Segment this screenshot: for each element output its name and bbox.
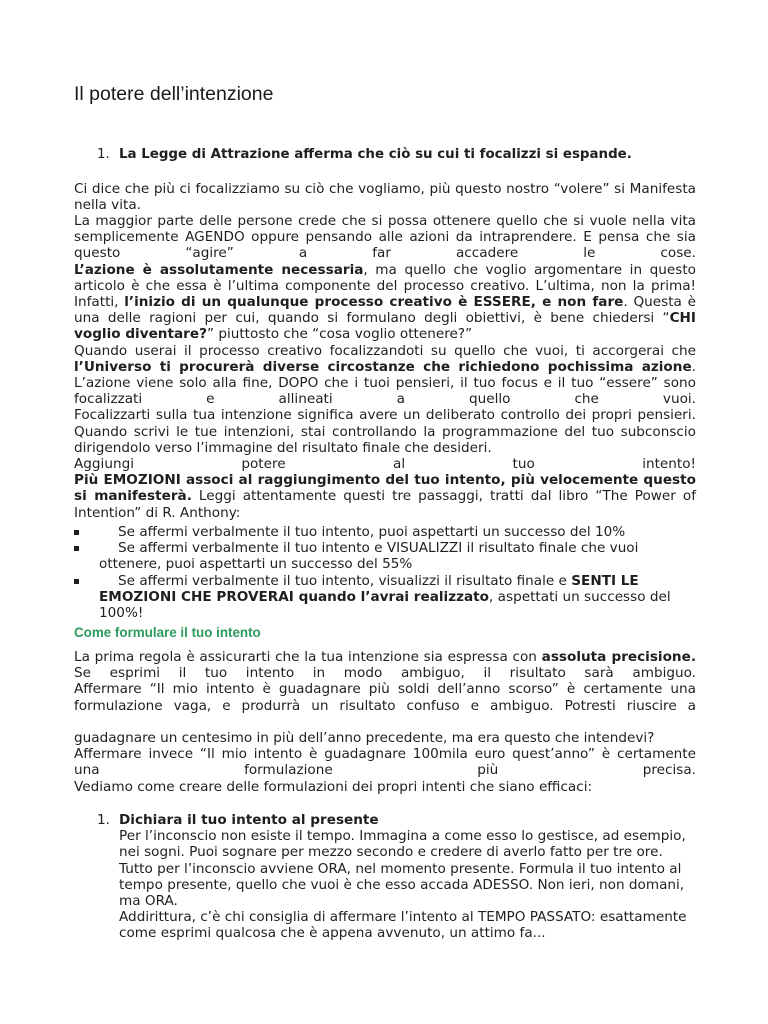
text-line: Addirittura, c’è chi consiglia di affermare l’intento al TEMPO PASSATO: esattamente xyxy=(119,909,687,926)
text-line: L’azione viene solo alla fine, DOPO che i tuoi pensieri, il tuo focus e il tuo “essere” sono xyxy=(74,375,696,392)
text-line: come esprimi qualcosa che è appena avvenuto, un attimo fa... xyxy=(119,925,546,942)
text-line: Quando scrivi le tue intenzioni, stai controllando la programmazione del tuo subconscio xyxy=(74,423,696,440)
list-item-body xyxy=(97,828,697,941)
list-item xyxy=(74,540,696,572)
text-line: guadagnare un centesimo in più dell’anno precedente, ma era questo che intendevi? xyxy=(74,730,655,746)
text-line: Se esprimi il tuo intento in modo ambiguo, il risultato sarà ambiguo. xyxy=(74,665,696,682)
bold-text: L’azione è assolutamente necessaria xyxy=(74,261,364,278)
list-number: 1. xyxy=(97,147,110,162)
paragraph-examples xyxy=(74,730,696,795)
text-line: voglio diventare?” piuttosto che “cosa voglio ottenere?” xyxy=(74,326,473,343)
bold-text: assoluta precisione. xyxy=(541,649,696,665)
bullet-square-icon xyxy=(74,579,79,584)
bold-text: CHI xyxy=(669,310,696,327)
text-line: Per l’inconscio non esiste il tempo. Immagina a come esso lo gestisce, ad esempio, xyxy=(119,828,686,845)
paragraph-intro xyxy=(74,181,696,213)
bold-text: si manifesterà. xyxy=(74,488,192,505)
text-line: Intention” di R. Anthony: xyxy=(74,504,241,521)
list-item xyxy=(74,524,696,540)
text-line: nella vita. xyxy=(74,197,141,214)
text-line: Affermare “Il mio intento è guadagnare più soldi dell’anno scorso” è certamente una xyxy=(74,681,696,698)
numbered-heading-1 xyxy=(97,147,632,163)
bold-text: EMOZIONI CHE PROVERAI quando l’avrai realizzato xyxy=(99,588,490,605)
paragraph-precision xyxy=(74,649,696,714)
numbered-list xyxy=(97,812,697,942)
text-line: La prima regola è assicurarti che la tua intenzione sia espressa con assoluta precisione. xyxy=(74,649,696,665)
bold-text: SENTI LE xyxy=(571,572,639,589)
list-number: 1. xyxy=(97,812,110,828)
text-line: l’Universo ti procurerà diverse circostanze che richiedono pochissima azione. xyxy=(74,358,696,375)
text-line: formulazione vaga, e produrrà un risultato confuso e ambiguo. Potresti riuscire a xyxy=(74,697,696,714)
list-item-heading: 1. Dichiara il tuo intento al presente xyxy=(97,812,379,828)
bullet-text: ottenere, puoi aspettarti un successo del 55% xyxy=(99,556,413,573)
bullet-text: Se affermi verbalmente il tuo intento e VISUALIZZI il risultato finale che vuoi xyxy=(118,540,639,557)
text-line: La maggior parte delle persone crede che si possa ottenere quello che si vuole nella vita xyxy=(74,213,696,229)
bold-text: voglio diventare? xyxy=(74,326,207,343)
text-line: Ci dice che più ci focalizziamo su ciò che vogliamo, più questo nostro “volere” si Manifesta xyxy=(74,181,696,197)
text-line xyxy=(74,472,696,488)
text-line: si manifesterà. Leggi attentamente questi tre passaggi, tratti dal libro “The Power of xyxy=(74,488,696,505)
text-line: Aggiungi potere al tuo intento! xyxy=(74,456,696,473)
text-line: dirigendolo verso l’immagine del risultato finale che desideri. xyxy=(74,439,492,456)
bullet-text: EMOZIONI CHE PROVERAI quando l’avrai realizzato, aspettati un successo del xyxy=(99,588,671,605)
paragraph-action xyxy=(74,213,696,521)
text-line: Quando userai il processo creativo focalizzandoti su quello che vuoi, ti accorgerai che xyxy=(74,342,696,359)
text-line: focalizzati e allineati a quello che vuoi. xyxy=(74,391,696,408)
text-line: semplicemente AGENDO oppure pensando alle azioni da intraprendere. E pensa che sia xyxy=(74,229,696,246)
bullet-square-icon xyxy=(74,546,79,551)
bullet-list xyxy=(74,524,696,621)
text-line: Vediamo come creare delle formulazioni dei propri intenti che siano efficaci: xyxy=(74,778,593,795)
text-line: una delle ragioni per cui, quando si formulano degli obiettivi, è bene chiedersi “CHI xyxy=(74,310,696,327)
text-line: Tutto per l’inconscio avviene ORA, nel momento presente. Formula il tuo intento al xyxy=(119,860,682,877)
text-line: una formulazione più precisa. xyxy=(74,762,696,779)
bold-text: l’Universo ti procurerà diverse circostanze che richiedono pochissima azione xyxy=(74,358,692,375)
bullet-text: Se affermi verbalmente il tuo intento, visualizzi il risultato finale e SENTI LE xyxy=(118,572,639,589)
section-heading: Come formulare il tuo intento xyxy=(74,625,261,640)
list-item xyxy=(74,573,696,622)
bullet-text: 100%! xyxy=(99,605,144,622)
text-line: ma ORA. xyxy=(119,893,178,910)
bullet-text: Se affermi verbalmente il tuo intento, puoi aspettarti un successo del 10% xyxy=(118,524,626,540)
bold-text: l’inizio di un qualunque processo creativo è ESSERE, e non fare xyxy=(124,294,624,311)
text-line: L’azione è assolutamente necessaria, ma quello che voglio argomentare in questo xyxy=(74,261,696,278)
text-line: Infatti, l’inizio di un qualunque processo creativo è ESSERE, e non fare. Questa è xyxy=(74,294,697,311)
text-line: questo “agire” a far accadere le cose. xyxy=(74,245,696,262)
text-line: tempo presente, quello che vuoi è che esso accada ADESSO. Non ieri, non domani, xyxy=(119,876,685,893)
heading-text: La Legge di Attrazione afferma che ciò su cui ti focalizzi si espande. xyxy=(119,147,632,162)
page-title: Il potere dell’intenzione xyxy=(74,83,274,105)
text-line: Focalizzarti sulla tua intenzione significa avere un deliberato controllo dei propri pensieri. xyxy=(74,407,696,424)
text-line: nei sogni. Puoi sognare per mezzo secondo e credere di averlo fatto per tre ore. xyxy=(119,844,663,861)
bold-text: Più EMOZIONI associ al raggiungimento del tuo intento, più velocemente questo xyxy=(74,472,696,489)
text-line: Affermare invece “Il mio intento è guadagnare 100mila euro quest’anno” è certamente xyxy=(74,746,696,763)
bullet-square-icon xyxy=(74,530,79,535)
text-line: articolo è che essa è l’ultima componente del processo creativo. L’ultima, non la prima! xyxy=(74,277,696,294)
